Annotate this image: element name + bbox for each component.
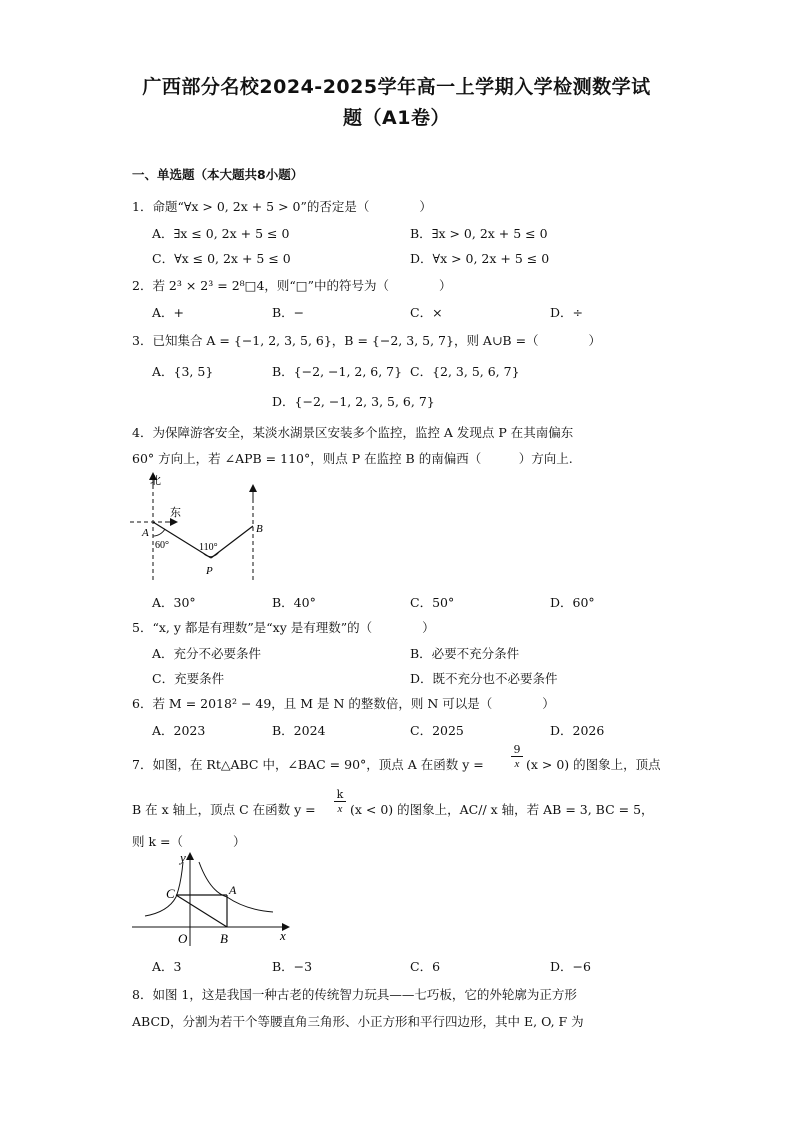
q4-option-c: C．50° [410,595,455,610]
label-b: B [220,931,228,946]
label-y: y [180,850,186,865]
q7-option-c: C．6 [410,959,441,974]
q7-frac1-den: x [514,758,520,770]
q2-option-a: A．+ [152,305,185,320]
q6-option-d: D．2026 [550,723,605,738]
angle-arc-60 [153,529,165,536]
q1-option-a: A．∃x ≤ 0, 2x + 5 ≤ 0 [152,226,290,241]
q8-line1: 8．如图 1，这是我国一种古老的传统智力玩具——七巧板，它的外轮廓为正方形 [132,987,577,1002]
q7-line1-b: (x > 0) 的图象上，顶点 [526,757,661,772]
q6-option-a: A．2023 [152,723,206,738]
q1-option-d: D．∀x > 0, 2x + 5 ≤ 0 [410,251,550,266]
q3-option-d: D．{−2, −1, 2, 3, 5, 6, 7} [272,394,435,409]
label-x: x [280,928,286,943]
q5-stem: 5．“x, y 都是有理数”是“xy 是有理数”的（ ） [132,620,435,635]
q4-line1: 4．为保障游客安全，某淡水湖景区安装多个监控，监控 A 发现点 P 在其南偏东 [132,425,574,440]
segment-cb [176,895,227,927]
q2-option-b: B．− [272,305,305,320]
label-a: A [142,527,149,539]
q2-option-c: C．× [410,305,443,320]
q5-option-d: D．既不充分也不必要条件 [410,671,558,686]
label-north: 北 [150,475,161,487]
q4-option-b: B．40° [272,595,316,610]
q7-line3: 则 k =（ ） [132,834,246,849]
q5-option-b: B．必要不充分条件 [410,646,520,661]
q7-option-d: D．−6 [550,959,591,974]
q5-option-c: C．充要条件 [152,671,225,686]
q2-option-d: D．÷ [550,305,583,320]
q7-frac2-num: k [334,788,346,802]
q1-option-b: B．∃x > 0, 2x + 5 ≤ 0 [410,226,548,241]
curve-left [145,862,183,916]
q7-frac2-den: x [337,803,343,815]
q7-frac1-num: 9 [511,743,523,757]
q4-option-a: A．30° [152,595,196,610]
q7-option-a: A．3 [152,959,182,974]
q7-line2-b: (x < 0) 的图象上，AC// x 轴，若 AB = 3, BC = 5， [350,802,654,817]
q1-option-c: C．∀x ≤ 0, 2x + 5 ≤ 0 [152,251,291,266]
label-angle-60: 60° [155,540,169,551]
page-title-line1: 广西部分名校2024-2025学年高一上学期入学检测数学试 [142,76,651,98]
section-heading: 一、单选题（本大题共8小题） [132,167,304,182]
q3-option-a: A．{3, 5} [152,364,214,379]
q3-stem: 3．已知集合 A = {−1, 2, 3, 5, 6}，B = {−2, 3, 5, 7}，则 A∪B =（ ） [132,333,602,348]
q4-option-d: D．60° [550,595,595,610]
q7-option-b: B．−3 [272,959,313,974]
q3-option-c: C．{2, 3, 5, 6, 7} [410,364,520,379]
q7-figure [128,848,298,948]
q8-line2: ABCD，分割为若干个等腰直角三角形、小正方形和平行四边形，其中 E, O, F 为 [132,1014,584,1029]
q7-line2-a: B 在 x 轴上，顶点 C 在函数 y = [132,802,316,817]
q1-stem: 1．命题“∀x > 0, 2x + 5 > 0”的否定是（ ） [132,199,432,214]
label-o: O [178,931,188,946]
q4-figure [128,468,278,586]
label-angle-110: 110° [199,542,218,553]
q6-option-c: C．2025 [410,723,464,738]
q6-stem: 6．若 M = 2018² − 49，且 M 是 N 的整数倍，则 N 可以是（ ） [132,696,555,711]
label-p: P [206,565,213,577]
label-a: A [229,883,237,897]
q4-line2: 60° 方向上，若 ∠APB = 110°，则点 P 在监控 B 的南偏西（ ）方向上. [132,451,573,466]
q3-option-b: B．{−2, −1, 2, 6, 7} [272,364,403,379]
label-east: 东 [170,507,181,519]
q7-line1-a: 7．如图，在 Rt△ABC 中，∠BAC = 90°，顶点 A 在函数 y = [132,757,484,772]
q6-option-b: B．2024 [272,723,326,738]
q5-option-a: A．充分不必要条件 [152,646,262,661]
label-c: C [166,886,175,901]
label-b: B [256,523,263,535]
page-title-line2: 题（A1卷） [343,107,450,129]
q2-stem: 2．若 2³ × 2³ = 2⁸□4，则“□”中的符号为（ ） [132,278,452,293]
